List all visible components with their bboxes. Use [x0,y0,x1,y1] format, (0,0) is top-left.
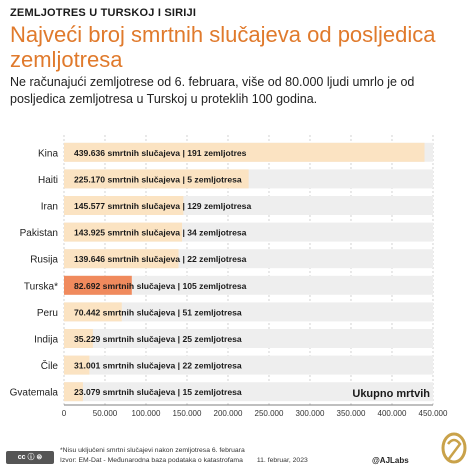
x-axis-title: Ukupno mrtvih [352,388,430,400]
x-tick-label: 250.000 [254,409,284,418]
x-tick-label: 350.000 [336,409,366,418]
x-tick-label: 300.000 [295,409,325,418]
category-label: Turska* [23,281,58,293]
data-label: 31.001 smrtnih slučajeva | 22 zemljotresa [74,360,242,371]
x-tick-label: 200.000 [213,409,243,418]
category-label: Indija [34,334,58,346]
x-tick-label: 0 [61,409,67,418]
category-label: Pakistan [19,228,58,240]
data-label: 23.079 smrtnih slučajeva | 15 zemljotresa [74,387,242,398]
data-label: 439.636 smrtnih slučajeva | 191 zemljotres [74,147,247,158]
data-label: 225.170 smrtnih slučajeva | 5 zemljotresa [74,174,242,185]
data-label: 145.577 smrtnih slučajeva | 129 zemljotresa [74,201,252,211]
data-label: 143.925 smrtnih slučajeva | 34 zemljotresa [74,227,247,238]
category-label: Haiti [37,174,58,186]
data-label: 70.442 smrtnih slučajeva | 51 zemljotresa [74,307,242,318]
data-label: 35.229 smrtnih slučajeva | 25 zemljotresa [74,334,242,344]
footnote-date: 11. februar, 2023 [256,457,308,464]
category-label: Peru [36,307,58,319]
x-tick-label: 400.000 [377,409,407,418]
category-label: Rusija [30,254,58,266]
x-tick-label: 150.000 [172,409,202,418]
license-badge: cc ⓘ ⊜ [6,451,54,464]
footnote-note: *Nisu uključeni smrtni slučajevi nakon zemljotresa 6. februara [60,447,245,454]
aljazeera-logo-icon [440,432,468,468]
kicker: ZEMLJOTRES U TURSKOJ I SIRIJI [10,7,197,19]
x-tick-label: 100.000 [131,409,161,418]
x-tick-label: 50.000 [92,409,118,418]
category-label: Iran [40,201,58,213]
category-label: Čile [40,361,58,373]
footnote [60,446,322,466]
data-label: 82.692 smrtnih slučajeva | 105 zemljotresa [74,280,247,291]
subtitle: Ne računajući zemljotrese od 6. februara, više od 80.000 ljudi umrlo je od posljedica zemljotresa u Turskoj u proteklih 100 godina. [10,75,415,106]
category-label: Kina [37,148,58,160]
x-tick-label: 450.000 [418,409,448,418]
page-title: Najveći broj smrtnih slučajeva od posljedica zemljotresa [10,22,436,72]
footnote-source: Izvor: EM-Dat - Međunarodna baza podataka o katastrofama [60,457,243,464]
data-label: 139.646 smrtnih slučajeva | 22 zemljotresa [74,254,247,265]
category-label: Gvatemala [9,387,58,399]
brand-label: @AJLabs [372,456,409,465]
